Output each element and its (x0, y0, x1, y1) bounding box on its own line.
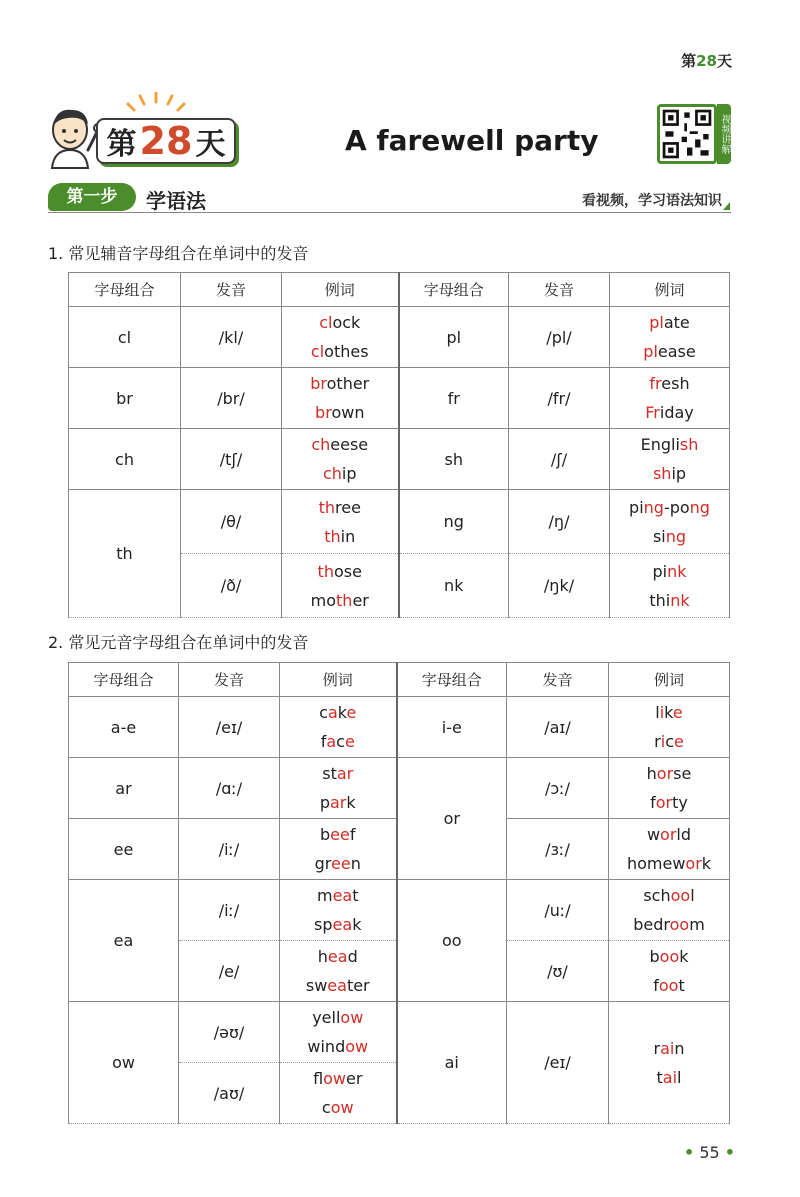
sound-cell: /eɪ/ (507, 1002, 609, 1124)
sound-cell: /kl/ (181, 307, 282, 368)
examples-cell: meat speak (280, 880, 397, 941)
examples-cell: fresh Friday (610, 368, 730, 429)
sound-cell: /eɪ/ (179, 697, 280, 758)
table-row (69, 1002, 730, 1063)
sound-cell: /ɑː/ (179, 758, 280, 819)
combo-cell: cl (69, 307, 181, 368)
combo-cell: ai (397, 1002, 507, 1124)
table-header-row (69, 273, 730, 307)
sound-cell: /tʃ/ (181, 429, 282, 490)
table-row (69, 307, 730, 368)
page-number: • 55 • (684, 1143, 736, 1162)
sound-cell: /ʃ/ (509, 429, 610, 490)
lesson-title: A farewell party (345, 124, 599, 157)
combo-cell: fr (399, 368, 509, 429)
qr-caption: 视频讲解 (717, 104, 731, 164)
table-row (69, 880, 730, 941)
combo-cell: ng (399, 490, 509, 554)
sound-cell: /pl/ (509, 307, 610, 368)
examples-cell: three thin (282, 490, 399, 554)
step-divider (48, 212, 731, 213)
header-sound: 发音 (507, 663, 609, 697)
combo-cell: sh (399, 429, 509, 490)
consonant-combination-table (68, 272, 730, 618)
sound-cell: /əʊ/ (179, 1002, 280, 1063)
examples-cell: plate please (610, 307, 730, 368)
combo-cell: br (69, 368, 181, 429)
qr-code[interactable] (657, 104, 717, 164)
sound-cell: /fr/ (509, 368, 610, 429)
examples-cell: those mother (282, 554, 399, 618)
table-row (69, 368, 730, 429)
header-combo: 字母组合 (69, 273, 181, 307)
header-sound: 发音 (181, 273, 282, 307)
examples-cell: flower cow (280, 1063, 397, 1124)
step-title: 学语法 (146, 189, 206, 213)
triangle-icon (723, 202, 730, 210)
day-number-plate: 第 28 天 (96, 118, 236, 164)
sound-cell: /ð/ (181, 554, 282, 618)
combo-cell: oo (397, 880, 507, 1002)
boy-mascot-illustration (42, 100, 104, 170)
section-1-heading: 1. 常见辅音字母组合在单词中的发音 (48, 244, 309, 263)
combo-cell: or (397, 758, 507, 880)
combo-cell: ee (69, 819, 179, 880)
combo-cell: nk (399, 554, 509, 618)
sun-rays-decoration (126, 92, 186, 116)
step-hint: 看视频，学习语法知识 (582, 193, 722, 209)
header-combo: 字母组合 (397, 663, 507, 697)
combo-cell: ch (69, 429, 181, 490)
examples-cell: beef green (280, 819, 397, 880)
corner-day-label: 第28天 (681, 52, 732, 70)
examples-cell: yellow window (280, 1002, 397, 1063)
examples-cell: world homework (609, 819, 730, 880)
examples-cell: rain tail (609, 1002, 730, 1124)
examples-cell: ping-pong sing (610, 490, 730, 554)
header-combo: 字母组合 (399, 273, 509, 307)
combo-cell: th (69, 490, 181, 618)
header-combo: 字母组合 (69, 663, 179, 697)
combo-cell: i-e (397, 697, 507, 758)
examples-cell: head sweater (280, 941, 397, 1002)
header-examples: 例词 (282, 273, 399, 307)
sound-cell: /ŋ/ (509, 490, 610, 554)
header-examples: 例词 (609, 663, 730, 697)
examples-cell: horse forty (609, 758, 730, 819)
sound-cell: /aʊ/ (179, 1063, 280, 1124)
table-row (69, 758, 730, 819)
header-examples: 例词 (610, 273, 730, 307)
examples-cell: star park (280, 758, 397, 819)
table-row (69, 490, 730, 554)
examples-cell: cheese chip (282, 429, 399, 490)
header-sound: 发音 (179, 663, 280, 697)
combo-cell: ea (69, 880, 179, 1002)
examples-cell: brother brown (282, 368, 399, 429)
header-sound: 发音 (509, 273, 610, 307)
combo-cell: pl (399, 307, 509, 368)
sound-cell: /ʊ/ (507, 941, 609, 1002)
examples-cell: clock clothes (282, 307, 399, 368)
sound-cell: /e/ (179, 941, 280, 1002)
combo-cell: ow (69, 1002, 179, 1124)
combo-cell: ar (69, 758, 179, 819)
examples-cell: like rice (609, 697, 730, 758)
sound-cell: /br/ (181, 368, 282, 429)
examples-cell: pink think (610, 554, 730, 618)
table-row (69, 429, 730, 490)
sound-cell: /ŋk/ (509, 554, 610, 618)
section-2-heading: 2. 常见元音字母组合在单词中的发音 (48, 633, 309, 652)
header-examples: 例词 (280, 663, 397, 697)
sound-cell: /uː/ (507, 880, 609, 941)
examples-cell: cake face (280, 697, 397, 758)
examples-cell: book foot (609, 941, 730, 1002)
sound-cell: /iː/ (179, 880, 280, 941)
sound-cell: /iː/ (179, 819, 280, 880)
step-badge: 第一步 (48, 183, 136, 211)
vowel-combination-table (68, 662, 730, 1124)
examples-cell: school bedroom (609, 880, 730, 941)
sound-cell: /aɪ/ (507, 697, 609, 758)
sound-cell: /ɜː/ (507, 819, 609, 880)
sound-cell: /θ/ (181, 490, 282, 554)
table-row (69, 697, 730, 758)
table-header-row (69, 663, 730, 697)
sound-cell: /ɔː/ (507, 758, 609, 819)
combo-cell: a-e (69, 697, 179, 758)
examples-cell: English ship (610, 429, 730, 490)
